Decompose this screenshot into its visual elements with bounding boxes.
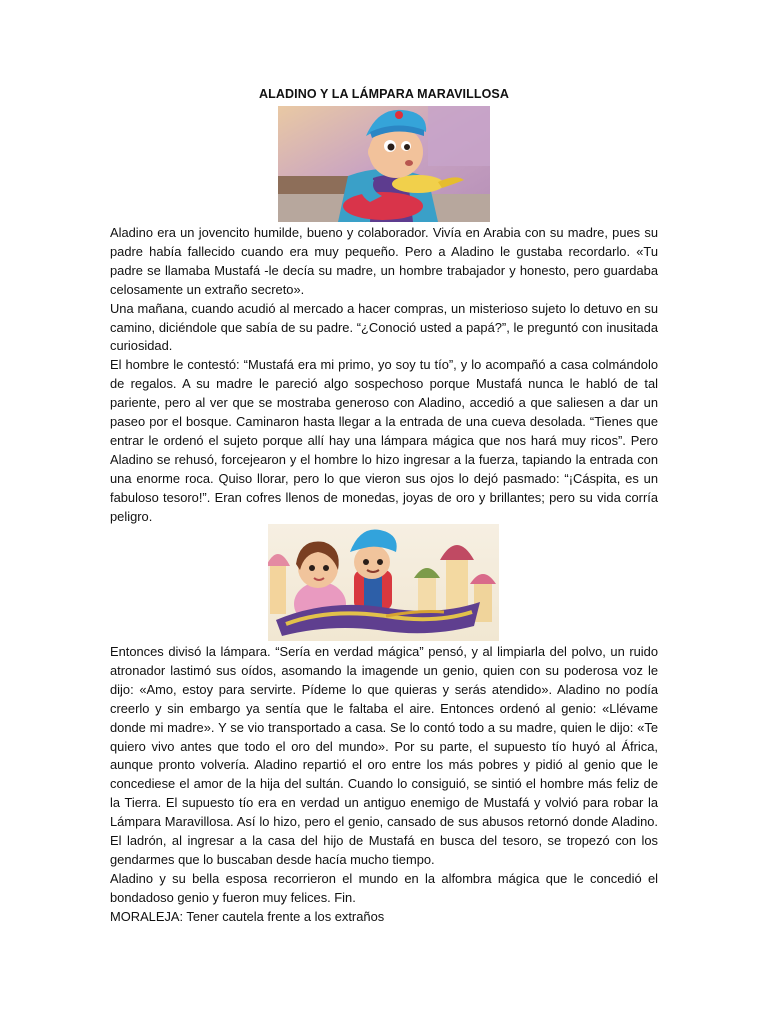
story-section-1 [110, 224, 658, 527]
paragraph: Aladino era un jovencito humilde, bueno y colaborador. Vivía en Arabia con su madre, pues su padre había fallecido cuando era muy pequeño. Pero a Aladino le gustaba recordarlo. «Tu padre se llamaba Mustafá -le decía su madre, un hombre trabajador y honesto, pero guardaba celosamente un extraño secreto». [110, 225, 658, 297]
paragraph: Entonces divisó la lámpara. “Sería en verdad mágica” pensó, y al limpiarla del polvo, un ruido atronador lastimó sus oídos, asomando la imagende un genio, quien con su poderosa voz le dijo: «Amo, estoy para servirte. Pídeme lo que quieras y serás atendido». Aladino no podía creerlo y sin embargo ya sentía que le faltaba el aire. Entonces ordenó al genio: «Llévame donde mi madre». Y se vio transportado a casa. Se lo contó todo a su madre, quien le dijo: «Te quiero vivo antes que todo el oro del mundo». Por su parte, el supuesto tío huyó al África, aunque pronto volvería. Aladino repartió el oro entre los más pobres y pidió al genio que le concediese el amor de la hija del sultán. Cuando lo consiguió, se sintió el hombre más feliz de la Tierra. El supuesto tío era en verdad un antiguo enemigo de Mustafá y volvió para robar la Lámpara Maravillosa. Así lo hizo, pero el genio, cansado de sus abusos retornó donde Aladino. El ladrón, al ingresar a la casa del hijo de Mustafá en busca del tesoro, se tropezó con los gendarmes que lo buscaban desde hacía mucho tiempo. [110, 644, 658, 867]
paragraph: El hombre le contestó: “Mustafá era mi primo, yo soy tu tío”, y lo acompañó a casa colmándolo de regalos. A su madre le pareció algo sospechoso porque Mustafá nunca le habló de tal pariente, pero al ver que se mostraba generoso con Aladino, accedió a que saliesen a dar un paseo por el bosque. Caminaron hasta llegar a la entrada de una cueva desolada. “Tienes que entrar le ordenó el sujeto porque allí hay una lámpara mágica que nos hará muy ricos”. Pero Aladino se rehusó, forcejearon y el hombre lo hizo ingresar a la fuerza, tapiando la entrada con una enorme roca. Quiso llorar, pero lo que vieron sus ojos lo dejó pasmado: “¡Cáspita, es un fabuloso tesoro!”. Eran cofres llenos de monedas, joyas de oro y brillantes; pero su vida corría peligro. [110, 357, 658, 524]
magic-carpet-ride-image [268, 524, 499, 641]
moral-line: MORALEJA: Tener cautela frente a los extraños [110, 908, 385, 924]
aladdin-with-lamp-image [278, 106, 490, 222]
page-title: ALADINO Y LA LÁMPARA MARAVILLOSA [259, 87, 509, 101]
paragraph: Una mañana, cuando acudió al mercado a hacer compras, un misterioso sujeto lo detuvo en su camino, diciéndole que sabía de su padre. “¿Conoció usted a papá?”, le preguntó con inusitada curiosidad. [110, 300, 658, 354]
paragraph: Aladino y su bella esposa recorrieron el mundo en la alfombra mágica que le concedió el bondadoso genio y fueron muy felices. Fin. [110, 870, 658, 905]
story-section-2 [110, 643, 658, 927]
